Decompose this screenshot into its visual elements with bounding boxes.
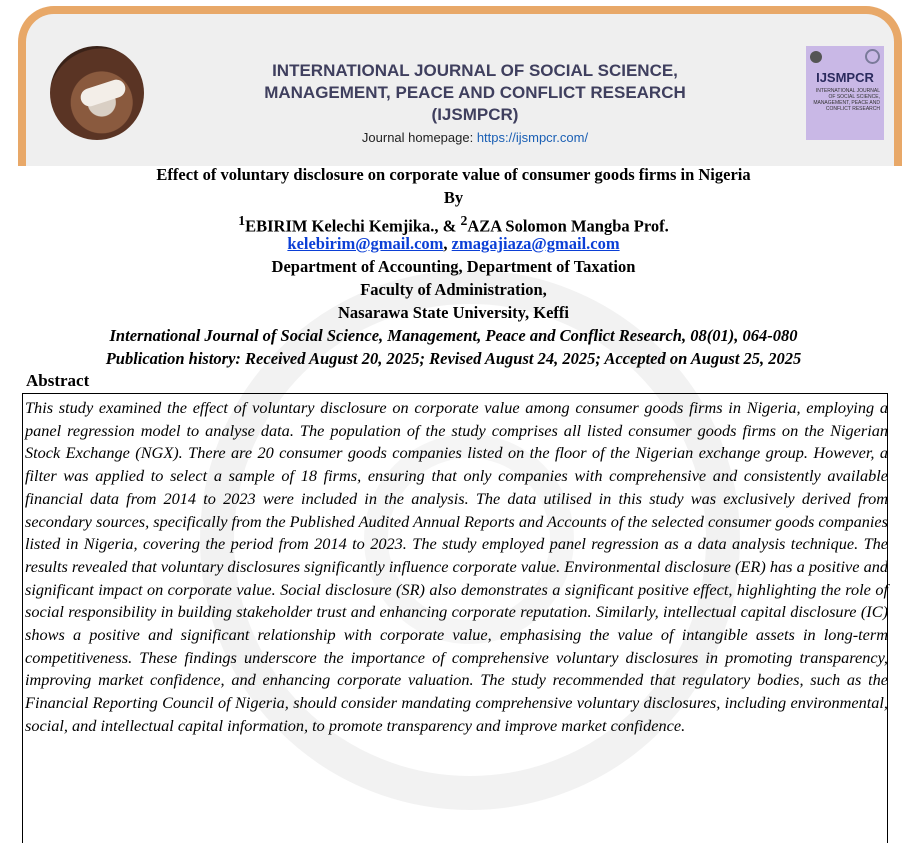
cover-logo-right-icon xyxy=(865,49,880,64)
publication-history: Publication history: Received August 20, 2025; Revised August 24, 2025; Accepted on August 25, 2025 xyxy=(105,349,802,368)
journal-cover xyxy=(806,46,884,140)
journal-title-line2: MANAGEMENT, PEACE AND CONFLICT RESEARCH xyxy=(264,83,686,102)
cover-subtitle: INTERNATIONAL JOURNAL OF SOCIAL SCIENCE, MANAGEMENT, PEACE AND CONFLICT RESEARCH xyxy=(813,88,880,112)
homepage-link[interactable]: https://ijsmpcr.com/ xyxy=(476,130,589,145)
by-line: By xyxy=(443,188,464,207)
author1-sup: 1 xyxy=(238,213,246,228)
university: Nasarawa State University, Keffi xyxy=(338,303,569,322)
journal-homepage xyxy=(240,130,710,145)
cover-title: IJSMPCR xyxy=(816,70,874,85)
paper-scroll-graphic xyxy=(78,77,127,108)
journal-abbrev: (IJSMPCR) xyxy=(431,105,519,124)
email1-link[interactable]: kelebirim@gmail.com xyxy=(287,234,444,253)
abstract-text: This study examined the effect of voluntary disclosure on corporate value among consumer goods firms in Nigeria, employing a panel regression model to analyse data. The population of the study comprises all listed consumer goods firms on the Nigerian Stock Exchange (NGX). There are 20 consumer goods companies listed on the floor of the Nigerian exchange group. However, a filter was applied to select a sample of 18 firms, ensuring that only companies with comprehensive and consistently available financial data from 2014 to 2023 were included in the analysis. The data utilised in this study was exclusively derived from secondary sources, specifically from the Published Audited Annual Reports and Accounts of the selected consumer goods companies listed in Nigeria, covering the period from 2014 to 2023. The study employed panel regression as a data analysis technique. The results revealed that voluntary disclosures significantly influence corporate value. Environmental disclosure (ER) has a positive and significant impact on corporate value. Social disclosure (SR) also demonstrates a significant positive effect, highlighting the role of social responsibility in building stakeholder trust and enhancing corporate reputation. Similarly, intellectual capital disclosure (IC) shows a positive and significant relationship with corporate value, emphasising the value of intangible assets in long-term competitiveness. These findings underscore the importance of comprehensive voluntary disclosures in promoting transparency, improving market confidence, and enhancing corporate valuation. The study recommended that regulatory bodies, such as the Financial Reporting Council of Nigeria, should consider mandating comprehensive voluntary disclosures, including environmental, social, and intellectual capital information, to promote transparency and improve market confidence. xyxy=(25,398,888,735)
journal-title-line1: INTERNATIONAL JOURNAL OF SOCIAL SCIENCE, xyxy=(272,61,678,80)
author1: EBIRIM Kelechi Kemjika., & xyxy=(245,216,461,236)
citation: International Journal of Social Science, Management, Peace and Conflict Research, 08(01), 064-080 xyxy=(109,326,798,345)
faculty: Faculty of Administration, xyxy=(360,280,547,299)
email2-link[interactable]: zmagajiaza@gmail.com xyxy=(451,234,620,253)
email-separator: , xyxy=(443,234,452,253)
department: Department of Accounting, Department of Taxation xyxy=(271,257,636,276)
author2-sup: 2 xyxy=(460,213,468,228)
author-emails xyxy=(0,232,907,255)
journal-photo xyxy=(50,46,144,140)
cover-logo-left-icon xyxy=(810,51,822,63)
homepage-label: Journal homepage: xyxy=(361,130,477,145)
author2: AZA Solomon Mangba Prof. xyxy=(467,216,669,236)
journal-title xyxy=(240,60,710,126)
abstract-heading: Abstract xyxy=(26,371,90,390)
paper-title: Effect of voluntary disclosure on corporate value of consumer goods firms in Nigeria xyxy=(156,165,751,184)
